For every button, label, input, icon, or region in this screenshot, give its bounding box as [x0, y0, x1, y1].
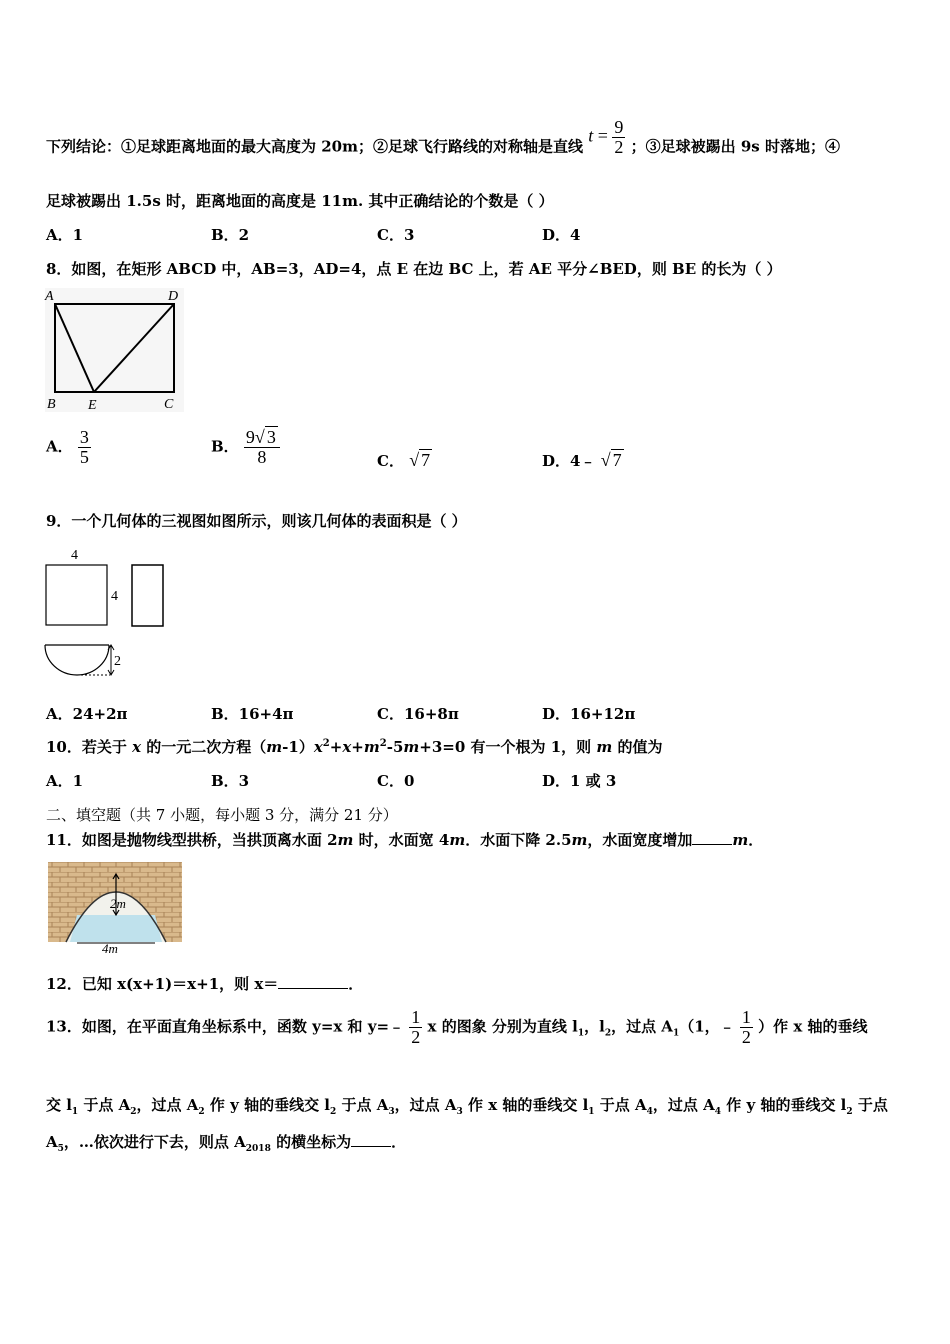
- q10-var-m4: m: [596, 738, 613, 756]
- q13-line1: [46, 1008, 868, 1047]
- q8-option-b-den: 8: [244, 447, 280, 467]
- q11-text-d: ，水面宽度增加: [587, 831, 693, 849]
- q11-unit-4: m: [732, 831, 749, 849]
- q8-option-c-sqrt: √ 7: [409, 450, 431, 470]
- q8-option-c: [377, 450, 432, 471]
- q7-fraction: [612, 118, 625, 157]
- q7-line2: 足球被踢出 1.5s 时，距离地面的高度是 11m. 其中正确结论的个数是（ ）: [46, 192, 554, 210]
- q10-var-m3: m: [403, 738, 420, 756]
- q11-label-height: 2m: [110, 896, 126, 911]
- q13-l2-s5: 3: [388, 1107, 395, 1117]
- q10-option-d: D．1 或 3: [542, 772, 617, 790]
- q8-option-b: [211, 428, 280, 467]
- q8-option-b-label: B．: [211, 437, 239, 456]
- q10-option-c: C．0: [377, 772, 415, 790]
- q13-l2-s7: 1: [588, 1107, 595, 1117]
- q13-f1-num: 1: [411, 1007, 421, 1027]
- q11-arch-bridge-figure: [48, 862, 182, 954]
- q8-label-d: D: [168, 289, 179, 304]
- q8-option-c-rad: 7: [421, 450, 431, 470]
- q13-l2-g: 作 x 轴的垂线交 l: [462, 1096, 589, 1114]
- q11-water: [70, 915, 162, 942]
- q8-option-d-label: D．4﹣: [542, 452, 596, 470]
- q10-text-f: -5: [386, 738, 404, 756]
- q10-sup-a: 2: [322, 738, 330, 749]
- q13-l3-a: A: [46, 1133, 58, 1151]
- q8-option-b-numerator: [244, 428, 280, 447]
- q13-sub-2: 2: [604, 1028, 612, 1039]
- q8-option-b-sqrt: √ 3: [254, 427, 276, 447]
- q9-label-height: 4: [111, 589, 118, 604]
- q7-option-d: D．4: [542, 226, 581, 244]
- q13-l3-b: ，…依次进行下去，则点 A: [63, 1133, 246, 1151]
- q8-option-c-label: C．: [377, 452, 404, 470]
- q12-text-b: ．: [348, 975, 364, 993]
- q9-three-views-figure: [40, 543, 180, 683]
- q10-text-e: +: [351, 738, 364, 756]
- q13-f2-den: 2: [741, 1026, 751, 1047]
- q9-front-view: [46, 565, 107, 625]
- q13-fraction-2: [740, 1008, 753, 1047]
- q9-option-c: C．16+8π: [377, 705, 459, 723]
- q8-label-b: B: [47, 397, 56, 412]
- q13-l2-f: ，过点 A: [394, 1096, 457, 1114]
- q8-option-b-coef: 9: [245, 427, 255, 447]
- q13-sub-3: 1: [672, 1028, 680, 1039]
- q8-option-b-fraction: [244, 428, 280, 467]
- q10-text-g: +3=0 有一个根为 1，则: [419, 738, 597, 756]
- q7-t-eq: =: [597, 125, 608, 146]
- q8-stem: 8．如图，在矩形 ABCD 中，AB=3，AD=4，点 E 在边 BC 上，若 AE 平分∠BED，则 BE 的长为（ ）: [46, 260, 782, 278]
- q7-frac-num: 9: [614, 117, 624, 137]
- q13-l2-b: 于点 A: [78, 1096, 131, 1114]
- q10-stem: [46, 736, 663, 757]
- q8-option-d-rad: 7: [612, 450, 622, 470]
- q10-option-b: B．3: [211, 772, 250, 790]
- q13-l3-d: ．: [391, 1133, 407, 1151]
- q11-unit-2: m: [449, 831, 466, 849]
- q10-text-a: 10．若关于: [46, 738, 133, 756]
- q13-l2-c: ，过点 A: [136, 1096, 199, 1114]
- q11-label-width: 4m: [102, 941, 118, 954]
- q13-text-d: ，过点 A: [611, 1017, 673, 1036]
- q13-l2-s4: 2: [330, 1107, 337, 1117]
- q13-fraction-1: [409, 1008, 422, 1047]
- q13-l2-s3: 2: [198, 1107, 205, 1117]
- q13-text-f: ）作 x 轴的垂线: [758, 1017, 868, 1036]
- q13-text-c: ，l: [584, 1017, 605, 1036]
- q8-option-d-sqrt: √ 7: [600, 450, 622, 470]
- q7-option-a: A．1: [46, 226, 84, 244]
- q11-text-b: 时，水面宽 4: [353, 831, 450, 849]
- q11-stem: [46, 829, 763, 850]
- q8-label-e: E: [88, 398, 97, 413]
- q10-var-m1: m: [266, 738, 283, 756]
- q10-sup-b: 2: [379, 738, 387, 749]
- q9-option-b: B．16+4π: [211, 705, 294, 723]
- q7-text-a: 下列结论：①足球距离地面的最大高度为 20m；②足球飞行路线的对称轴是直线: [46, 137, 583, 156]
- q13-text-e: （1，﹣: [679, 1017, 735, 1036]
- q7-line1: [46, 117, 840, 167]
- q8-option-b-rad: 3: [266, 427, 276, 447]
- q8-rectangle-figure: [42, 285, 187, 415]
- q13-l2-s2: 2: [130, 1107, 137, 1117]
- q12-text-a: 12．已知 x(x+1)＝x+1，则 x＝: [46, 975, 279, 993]
- q13-f2-num: 1: [741, 1007, 751, 1027]
- q13-l3-c: 的横坐标为: [270, 1133, 352, 1151]
- q11-unit-1: m: [337, 831, 354, 849]
- q13-line3: [46, 1131, 406, 1154]
- q13-text-a: 13．如图，在平面直角坐标系中，函数 y=x 和 y=﹣: [46, 1017, 405, 1036]
- q9-side-view: [132, 565, 163, 626]
- q13-l2-s1: 1: [71, 1107, 79, 1117]
- q7-t-var: t: [588, 125, 594, 146]
- q8-label-a: A: [45, 289, 54, 304]
- q8-option-a-label: A．: [46, 437, 73, 456]
- q9-label-width: 4: [71, 548, 78, 563]
- q13-l2-s9: 4: [714, 1107, 722, 1117]
- q8-label-c: C: [164, 397, 174, 412]
- q13-sub-1: 1: [577, 1028, 585, 1039]
- q13-text-b: x 的图象 分别为直线 l: [427, 1017, 578, 1036]
- q8-option-a-den: 5: [79, 446, 89, 467]
- q11-text-a: 11．如图是抛物线型拱桥，当拱顶离水面 2: [46, 831, 338, 849]
- q8-option-a-num: 3: [79, 427, 89, 447]
- q13-answer-blank[interactable]: [351, 1146, 391, 1147]
- q13-l2-a: 交 l: [46, 1096, 72, 1114]
- q13-l3-s2: 2018: [245, 1144, 271, 1154]
- q13-l2-h: 于点 A: [594, 1096, 647, 1114]
- q12-answer-blank[interactable]: [278, 988, 348, 989]
- q11-answer-blank[interactable]: [692, 844, 732, 845]
- q8-option-a-fraction: [78, 428, 91, 467]
- q11-unit-3: m: [571, 831, 588, 849]
- q13-l2-j: 作 y 轴的垂线交 l: [721, 1096, 847, 1114]
- q10-text-h: 的值为: [612, 738, 663, 756]
- section-heading-fill-blank: 二、填空题（共 7 小题，每小题 3 分，满分 21 分）: [46, 806, 398, 824]
- q7-t-expression: [588, 118, 625, 157]
- q9-option-a: A．24+2π: [46, 705, 128, 723]
- q10-var-m2: m: [363, 738, 380, 756]
- q8-figure-bg: [45, 288, 184, 412]
- q10-var-x: x: [132, 738, 142, 756]
- q7-text-b: ；③足球被踢出 9s 时落地；④: [630, 137, 840, 156]
- q13-l2-s10: 2: [846, 1107, 853, 1117]
- q11-text-c: ．水面下降 2.5: [465, 831, 572, 849]
- q10-text-b: 的一元二次方程（: [141, 738, 267, 756]
- q13-l2-k: 于点: [852, 1096, 888, 1114]
- q13-f1-den: 2: [411, 1026, 421, 1047]
- q9-label-depth: 2: [114, 654, 121, 669]
- q10-var-x3: x: [342, 738, 352, 756]
- q13-l2-s8: 4: [646, 1107, 653, 1117]
- q9-option-d: D．16+12π: [542, 705, 636, 723]
- q9-stem: 9．一个几何体的三视图如图所示，则该几何体的表面积是（ ）: [46, 512, 467, 530]
- q10-text-c: -1）: [282, 738, 314, 756]
- q10-var-x2: x: [313, 738, 323, 756]
- q13-line2: [46, 1094, 888, 1117]
- q13-l2-s6: 3: [456, 1107, 463, 1117]
- q7-option-b: B．2: [211, 226, 250, 244]
- q10-option-a: A．1: [46, 772, 84, 790]
- q11-text-e: ．: [748, 831, 764, 849]
- q10-text-d: +: [329, 738, 343, 756]
- q7-frac-den: 2: [614, 136, 624, 157]
- q13-l2-d: 作 y 轴的垂线交 l: [204, 1096, 330, 1114]
- q13-l3-s1: 5: [57, 1144, 64, 1154]
- q13-l2-i: ，过点 A: [652, 1096, 715, 1114]
- q8-option-d: [542, 450, 624, 471]
- q7-option-c: C．3: [377, 226, 415, 244]
- q13-l2-e: 于点 A: [336, 1096, 389, 1114]
- q8-option-a: [46, 428, 91, 467]
- q12-stem: [46, 973, 363, 994]
- q9-top-view-arc: [45, 645, 109, 675]
